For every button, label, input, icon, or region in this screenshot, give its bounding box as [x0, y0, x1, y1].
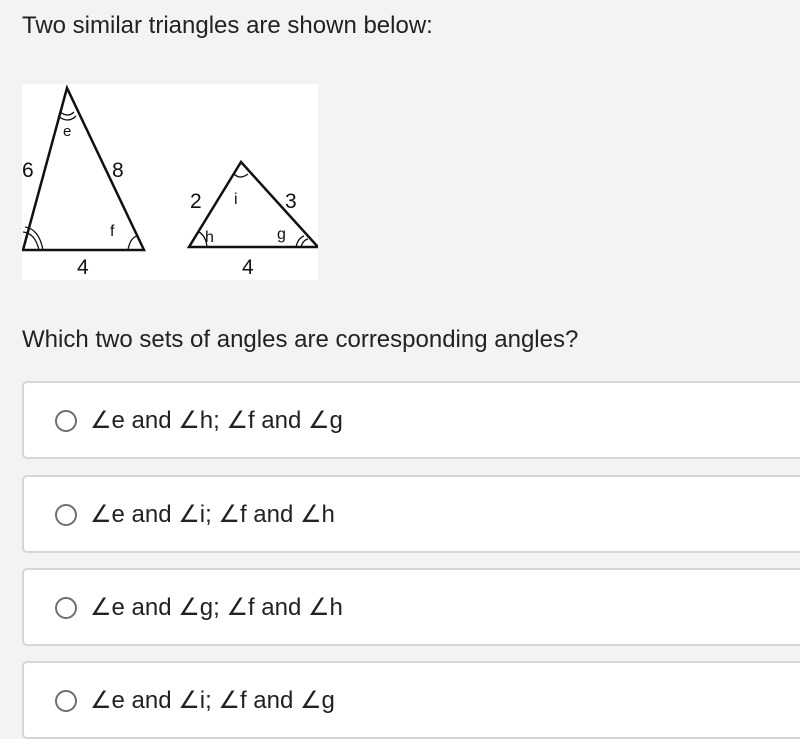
answer-option-label: ∠e and ∠h; ∠f and ∠g: [90, 407, 343, 434]
triangle-1-angle-e-arc-2: [58, 116, 76, 120]
triangle-1-side-left-label: 6: [22, 159, 34, 182]
triangles-figure: [22, 84, 318, 280]
answer-option-2[interactable]: [22, 475, 800, 553]
triangle-1-side-base-label: 4: [77, 256, 89, 279]
triangle-2-side-base-label: 4: [242, 256, 254, 279]
triangle-2-side-left-label: 2: [190, 190, 202, 213]
answer-option-label: ∠e and ∠i; ∠f and ∠g: [90, 687, 335, 714]
radio-button-icon[interactable]: [55, 410, 77, 432]
triangle-1-outline: [23, 88, 144, 250]
question-text: Which two sets of angles are corresponding angles?: [22, 326, 579, 353]
triangle-2-side-right-label: 3: [285, 190, 297, 213]
radio-button-icon[interactable]: [55, 690, 77, 712]
triangle-1: [22, 88, 144, 279]
triangle-1-angle-f-label: f: [110, 223, 115, 240]
triangle-2-angle-h-label: h: [205, 229, 214, 246]
answer-option-label: ∠e and ∠i; ∠f and ∠h: [90, 501, 335, 528]
answer-option-1[interactable]: [22, 381, 800, 459]
triangle-1-angle-e-label: e: [63, 123, 72, 140]
triangle-2-angle-g-label: g: [277, 226, 286, 243]
triangle-1-side-right-label: 8: [112, 159, 124, 182]
radio-button-icon[interactable]: [55, 597, 77, 619]
triangle-2-angle-i-label: i: [234, 191, 238, 208]
answer-option-label: ∠e and ∠g; ∠f and ∠h: [90, 594, 343, 621]
triangle-1-angle-e-arc: [60, 112, 74, 115]
answer-option-4[interactable]: [22, 661, 800, 739]
triangle-2-angle-g-arc: [296, 236, 304, 247]
triangle-2: [189, 162, 318, 279]
triangle-2-angle-i-arc: [234, 174, 248, 177]
triangle-1-angle-f-arc: [128, 236, 137, 250]
triangles-diagram: [22, 84, 318, 280]
prompt-text: Two similar triangles are shown below:: [22, 12, 433, 39]
answer-option-3[interactable]: [22, 568, 800, 646]
radio-button-icon[interactable]: [55, 504, 77, 526]
